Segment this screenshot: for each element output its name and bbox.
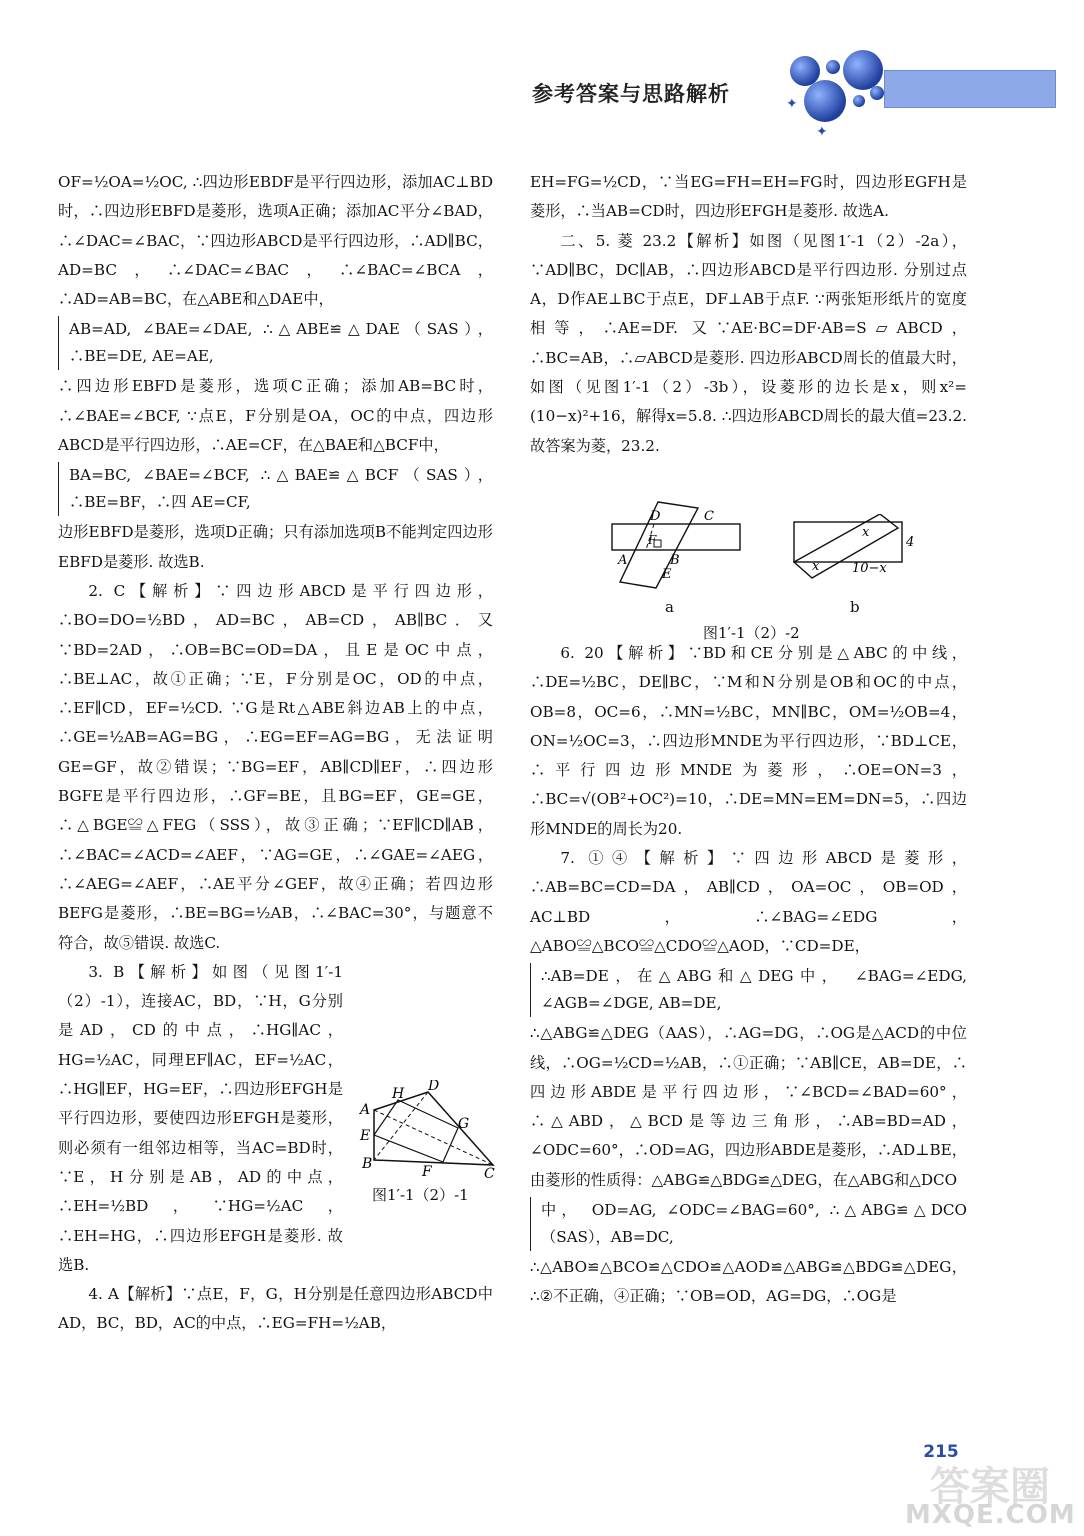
page-number: 215 [923,1442,959,1462]
star-icon: ✦ [816,124,828,140]
paragraph: 4. A【解析】∵点E，F，G，H分别是任意四边形ABCD中AD，BC，BD，AC的中点，∴EG=FH=½AB， [58,1285,493,1333]
svg-text:B: B [362,1156,373,1172]
svg-text:D: D [650,509,661,524]
planet-icon [853,95,865,107]
watermark-url: MXQE.COM [905,1500,1076,1530]
svg-text:E: E [662,567,672,582]
header-bar [884,70,1056,108]
svg-text:H: H [392,1086,405,1102]
equation-system: BA=BC, ∠BAE=∠BCF, ∴△BAE≌△BCF（SAS），∴BE=BF，∴四 AE=CF, [58,462,493,516]
figure-strips-b [790,514,930,584]
equation-system: 中， OD=AG, ∠ODC=∠BAG=60°, ∴△ABG≌△DCO（SAS），AB=DC, [530,1197,967,1251]
figure-quadrilateral [358,1080,498,1180]
paragraph: 6. 20【解析】∵BD和CE分别是△ABC的中线，∴DE=½BC，DE∥BC，∵M和N分别是OB和OC的中点，OB=8，OC=6，∴MN=½BC，MN∥BC，OM=½OB=4，ON=½OC=3，∴四边形MNDE为平行四边形，∵BD⊥CE，∴平行四边形MNDE为菱形，∴OE=ON=3，∴BC=√(OB²+OC²)=10，∴DE=MN=EM=DN=5，∴四边形MNDE的周长为20. [530,643,967,838]
planet-icon [804,80,846,122]
planet-icon [870,86,884,100]
svg-text:F: F [648,533,657,547]
right-column [530,168,967,1312]
side-length-label: 10−x [852,561,887,576]
paragraph: OF=½OA=½OC, ∴四边形EBDF是平行四边形，添加AC⊥BD时，∴四边形EBFD是菱形，选项A正确；添加AC平分∠BAD，∴∠DAC=∠BAC，∵四边形ABCD是平行四边形，∴AD∥BC，AD=BC，∴∠DAC=∠BAC，∴∠BAC=∠BCA，∴AD=AB=BC，在△ABE和△DAE中， [58,173,493,309]
svg-text:A: A [618,553,628,568]
svg-text:x: x [862,525,870,540]
svg-text:G: G [458,1116,470,1132]
paragraph: 边形EBFD是菱形，选项D正确；只有添加选项B不能判定四边形EBFD是菱形. 故选B. [58,523,493,571]
header-title: 参考答案与思路解析 [532,82,730,106]
planet-icon [826,60,840,74]
paragraph: ∴△ABO≌△BCO≌△CDO≌△AOD≌△ABG≌△BDG≌△DEG，∴②不正确，④正确；∵OB=OD，AG=DG，∴OG是 [530,1258,967,1306]
planet-icon [843,50,883,90]
svg-text:C: C [704,509,714,524]
paragraph: 2. C【解析】∵四边形ABCD是平行四边形，∴BO=DO=½BD，AD=BC，AB=CD，AB∥BC．又∵BD=2AD，∴OB=BC=OD=DA，且E是OC中点，∴BE⊥AC，故①正确；∵E，F分别是OC，OD的中点，∴EF∥CD，EF=½CD. ∵G是Rt△ABE斜边AB上的中点，∴GE=½AB=AG=BG，∴EG=EF=AG=BG，无法证明GE=GF，故②错误；∵BG=EF，AB∥CD∥EF，∴四边形BGFE是平行四边形，∴GF=BE，且BG=EF，GE=GE，∴△BGE≌△FEG（SSS），故③正确；∵EF∥CD∥AB，∴∠BAC=∠ACD=∠AEF，∵AG=GE，∴∠GAE=∠AEG，∴∠AEG=∠AEF，∴AE平分∠GEF，故④正确；若四边形BEFG是菱形，∴BE=BG=½AB，∴∠BAC=30°，与题意不符合，故⑤错误. 故选C. [58,581,493,952]
paragraph: ∴△ABG≌△DEG（AAS），∴AG=DG，∴OG是△ACD的中位线，∴OG=½CD=½AB，∴①正确；∵AB∥CE，AB=DE，∴四边形ABDE是平行四边形，∵∠BCD=∠BAD=60°，∴△ABD，△BCD是等边三角形，∴AB=BD=AD，∠ODC=60°，∴OD=AG，四边形ABDE是菱形，∴AD⊥BE，由菱形的性质得：△ABG≌△BDG≌△DEG，在△ABG和△DCO [530,1024,967,1189]
paragraph: EH=FG=½CD，∵当EG=FH=EH=FG时，四边形EGFH是菱形，∴当AB=CD时，四边形EFGH是菱形. 故选A. [530,173,967,221]
svg-text:F: F [422,1164,432,1180]
svg-text:A: A [360,1102,371,1118]
figure-subcaption-a: a [665,598,674,616]
paragraph: 3. B【解析】如图（见图1′-1（2）-1），连接AC，BD，∵H，G分别是AD，CD的中点，∴HG∥AC，HG=½AC，同理EF∥AC，EF=½AC，∴HG∥EF，HG=EF，∴四边形EFGH是平行四边形，要使四边形EFGH是菱形，则必须有一组邻边相等，当AC=BD时，∵E，H分别是AB，AD的中点，∴EH=½BD，∵HG=½AC，∴EH=HG，∴四边形EFGH是菱形. 故选B. [58,962,343,1274]
svg-text:B: B [670,553,680,568]
equation-system: ∴AB=DE，在△ABG和△DEG中， ∠BAG=∠EDG, ∠AGB=∠DGE, AB=DE, [530,963,967,1017]
paragraph: 7. ①④【解析】∵四边形ABCD是菱形，∴AB=BC=CD=DA，AB∥CD，OA=OC，OB=OD，AC⊥BD，∴∠BAG=∠EDG，△ABO≌△BCO≌△CDO≌△AOD，∵CD=DE， [530,849,967,955]
svg-text:x: x [812,559,820,574]
figure-subcaption-b: b [850,598,860,616]
figure-strips-a [608,500,748,590]
paragraph: 二、5. 菱 23.2【解析】如图（见图1′-1（2）-2a），∵AD∥BC，DC∥AB，∴四边形ABCD是平行四边形. 分别过点A，D作AE⊥BC于点E，DF⊥AB于点F. ∵两张矩形纸片的宽度相等，∴AE=DF. 又∵AE·BC=DF·AB=S▱ABCD，∴BC=AB，∴▱ABCD是菱形. 四边形ABCD周长的值最大时，如图（见图1′-1（2）-3b），设菱形的边长是x，则x²=(10−x)²+16，解得x=5.8. ∴四边形ABCD周长的最大值=23.2. 故答案为菱，23.2. [530,231,967,455]
figure-caption: 图1′-1（2）-1 [372,1186,469,1204]
svg-text:D: D [428,1080,440,1094]
watermark: 答案圈 [930,1464,1050,1510]
figure-caption: 图1′-1（2）-2 [703,624,800,642]
paragraph: ∴四边形EBFD是菱形，选项C正确；添加AB=BC时，∴∠BAE=∠BCF, ∵点E，F分别是OA，OC的中点，四边形ABCD是平行四边形，∴AE=CF，在△BAE和△BCF中， [58,377,493,455]
svg-text:C: C [484,1166,495,1180]
equation-system: AB=AD, ∠BAE=∠DAE, ∴△ABE≌△DAE（SAS），∴BE=DE, AE=AE, [58,316,493,370]
star-icon: ✦ [786,96,798,112]
svg-text:E: E [360,1128,371,1144]
side-length-label: 4 [906,535,915,550]
